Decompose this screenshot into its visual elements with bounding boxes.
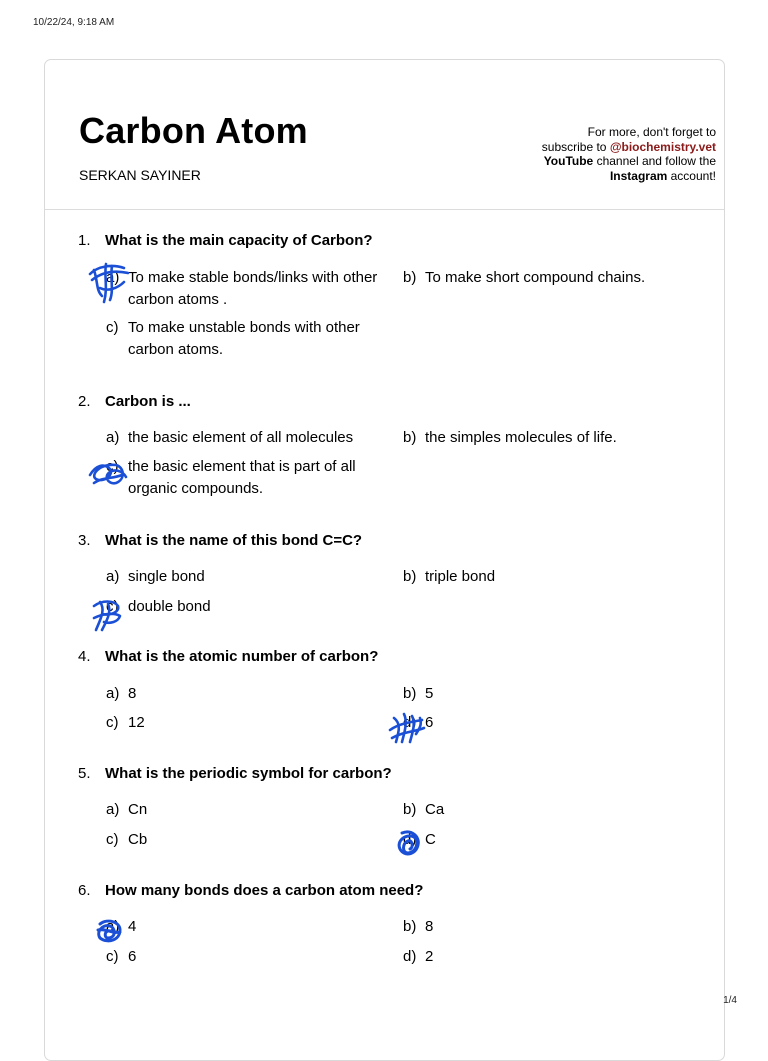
print-timestamp: 10/22/24, 9:18 AM: [33, 17, 115, 28]
option-3c[interactable]: [106, 596, 376, 618]
answer-mark-4d: [386, 710, 428, 746]
option-letter: b): [403, 568, 417, 585]
author-name: SERKAN SAYINER: [79, 167, 201, 183]
question-4: [78, 648, 378, 665]
option-2b[interactable]: [403, 427, 703, 449]
option-text: 4: [128, 918, 137, 935]
option-text: 6: [425, 714, 434, 731]
option-1b[interactable]: [403, 267, 703, 289]
question-text: How many bonds does a carbon atom need?: [105, 882, 424, 899]
option-5c[interactable]: [106, 829, 306, 851]
option-letter: a): [106, 918, 120, 935]
handle-link[interactable]: @biochemistry.vet: [609, 139, 716, 154]
option-letter: b): [403, 918, 417, 935]
option-letter: a): [106, 685, 120, 702]
quiz-header: [45, 60, 724, 210]
question-3: [78, 532, 362, 549]
question-number: 1.: [78, 232, 91, 249]
option-4d[interactable]: [403, 712, 603, 734]
question-number: 6.: [78, 882, 91, 899]
option-letter: d): [403, 948, 417, 965]
option-text: the basic element of all molecules: [128, 429, 354, 446]
question-text: What is the periodic symbol for carbon?: [105, 765, 392, 782]
answer-mark-5d: [394, 827, 424, 861]
question-number: 2.: [78, 393, 91, 410]
option-2c[interactable]: [106, 456, 396, 500]
option-letter: b): [403, 801, 417, 818]
option-letter: c): [106, 598, 119, 615]
option-1a[interactable]: [106, 267, 381, 311]
option-text: 8: [128, 685, 137, 702]
option-letter: a): [106, 568, 120, 585]
instagram-label: Instagram: [609, 168, 668, 183]
option-6b[interactable]: [403, 916, 603, 938]
option-letter: c): [106, 714, 119, 731]
option-3a[interactable]: [106, 566, 376, 588]
option-text: double bond: [128, 598, 211, 615]
question-text: What is the main capacity of Carbon?: [105, 232, 373, 249]
option-3b[interactable]: [403, 566, 673, 588]
option-letter: c): [106, 948, 119, 965]
option-text: triple bond: [425, 568, 496, 585]
option-1c[interactable]: [106, 317, 398, 361]
option-text: C: [425, 831, 436, 848]
option-text: 6: [128, 948, 137, 965]
page-title: Carbon Atom: [79, 110, 308, 151]
option-text: single bond: [128, 568, 205, 585]
option-text: Cb: [128, 831, 148, 848]
option-letter: c): [106, 458, 119, 475]
promo-line-4: account!: [667, 168, 716, 183]
option-4c[interactable]: [106, 712, 306, 734]
option-letter: c): [106, 831, 119, 848]
question-text: What is the name of this bond C=C?: [105, 532, 363, 549]
question-5: [78, 765, 392, 782]
option-letter: b): [403, 429, 417, 446]
question-text: What is the atomic number of carbon?: [105, 648, 379, 665]
answer-mark-6a: [94, 916, 124, 946]
answer-mark-1a: [84, 258, 132, 306]
question-number: 5.: [78, 765, 91, 782]
question-1: [78, 232, 373, 249]
option-text: the simples molecules of life.: [425, 429, 617, 446]
option-text: the basic element that is part of all organic compounds.: [128, 458, 356, 497]
option-letter: a): [106, 269, 120, 286]
option-letter: b): [403, 269, 417, 286]
option-letter: c): [106, 319, 119, 336]
option-text: 12: [128, 714, 145, 731]
option-letter: d): [403, 831, 417, 848]
option-5d[interactable]: [403, 829, 603, 851]
option-text: 8: [425, 918, 434, 935]
answer-mark-2c: [86, 457, 130, 489]
option-text: Ca: [425, 801, 445, 818]
question-2: [78, 393, 191, 410]
youtube-label: YouTube: [543, 154, 594, 169]
option-letter: a): [106, 429, 120, 446]
question-number: 3.: [78, 532, 91, 549]
option-text: To make short compound chains.: [425, 269, 646, 286]
question-number: 4.: [78, 648, 91, 665]
option-5a[interactable]: [106, 799, 306, 821]
promo-line-2: subscribe to: [541, 139, 610, 154]
quiz-sheet: [44, 59, 725, 1061]
promo-line-1: For more, don't forget to: [587, 125, 716, 139]
option-6c[interactable]: [106, 946, 306, 968]
option-5b[interactable]: [403, 799, 603, 821]
page-indicator: 1/4: [723, 995, 737, 1006]
option-letter: d): [403, 714, 417, 731]
option-text: Cn: [128, 801, 148, 818]
option-6d[interactable]: [403, 946, 603, 968]
answer-mark-3c: [88, 596, 126, 634]
promo-line-3: channel and follow the: [593, 154, 716, 169]
option-4b[interactable]: [403, 683, 603, 705]
option-letter: a): [106, 801, 120, 818]
question-6: [78, 882, 423, 899]
option-4a[interactable]: [106, 683, 306, 705]
option-2a[interactable]: [106, 427, 396, 449]
option-text: To make unstable bonds with other carbon atoms.: [128, 319, 360, 358]
question-text: Carbon is ...: [105, 393, 191, 410]
option-letter: b): [403, 685, 417, 702]
option-text: To make stable bonds/links with other carbon atoms .: [128, 269, 378, 308]
option-text: 2: [425, 948, 434, 965]
promo-note: [466, 125, 716, 183]
option-text: 5: [425, 685, 434, 702]
option-6a[interactable]: [106, 916, 306, 938]
